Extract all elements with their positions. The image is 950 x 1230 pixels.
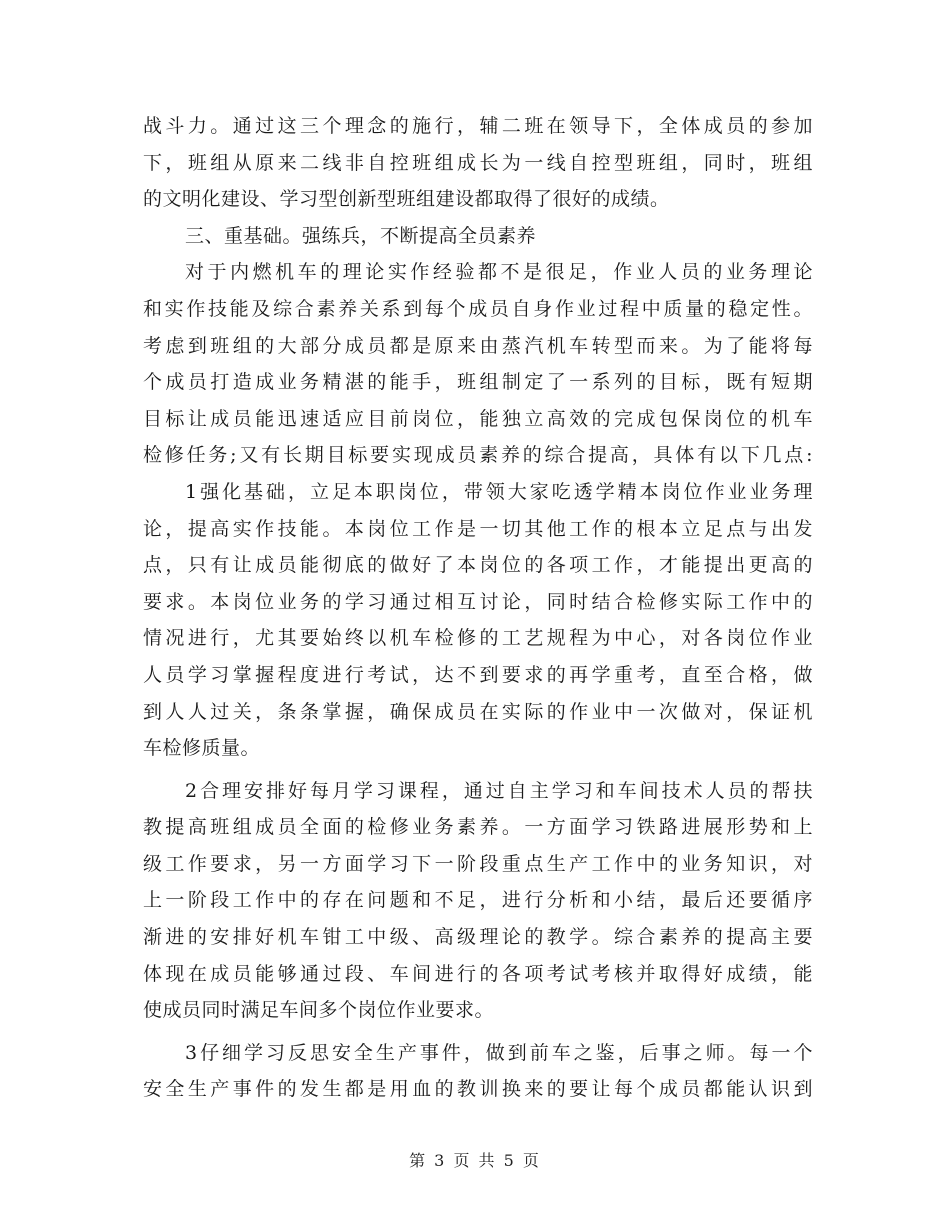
text-line: 安全生产事件的发生都是用血的教训换来的要让每个成员都能认识到 [143, 1078, 813, 1101]
text-line: 下，班组从原来二线非自控班组成长为一线自控型班组，同时，班组 [143, 151, 813, 174]
text-line: 体现在成员能够通过段、车间进行的各项考试考核并取得好成绩，能 [143, 962, 813, 985]
text-line: 对于内燃机车的理论实作经验都不是很足，作业人员的业务理论 [185, 261, 813, 284]
document-body [143, 108, 813, 1108]
text-line: 战斗力。通过这三个理念的施行，辅二班在领导下，全体成员的参加 [143, 115, 813, 137]
text-line: 论，提高实作技能。本岗位工作是一切其他工作的根本立足点与出发 [143, 517, 813, 540]
text-line: 和实作技能及综合素养关系到每个成员自身作业过程中质量的稳定性。 [143, 297, 813, 320]
text-line: 三、重基础。强练兵，不断提高全员素养 [185, 224, 537, 247]
text-line: 人员学习掌握程度进行考试，达不到要求的再学重考，直至合格，做 [143, 663, 813, 686]
text-line: 上一阶段工作中的存在问题和不足，进行分析和小结，最后还要循序 [143, 889, 813, 912]
text-line: 到人人过关，条条掌握，确保成员在实际的作业中一次做对，保证机 [143, 700, 813, 723]
text-line: 点，只有让成员能彻底的做好了本岗位的各项工作，才能提出更高的 [143, 554, 813, 577]
text-line: 级工作要求，另一方面学习下一阶段重点生产工作中的业务知识，对 [143, 852, 813, 875]
text-line: 渐进的安排好机车钳工中级、高级理论的教学。综合素养的提高主要 [143, 926, 813, 949]
text-line: 目标让成员能迅速适应目前岗位，能独立高效的完成包保岗位的机车 [143, 407, 813, 430]
text-line: 2合理安排好每月学习课程，通过自主学习和车间技术人员的帮扶 [185, 779, 813, 802]
text-line: 要求。本岗位业务的学习通过相互讨论，同时结合检修实际工作中的 [143, 590, 813, 613]
text-line: 考虑到班组的大部分成员都是原来由蒸汽机车转型而来。为了能将每 [143, 334, 813, 357]
text-line: 1强化基础，立足本职岗位，带领大家吃透学精本岗位作业业务理 [185, 480, 813, 503]
text-line: 车检修质量。 [143, 737, 261, 760]
text-line: 情况进行，尤其要始终以机车检修的工艺规程为中心，对各岗位作业 [143, 627, 813, 650]
page-footer: 第 3 页 共 5 页 [409, 1151, 541, 1170]
text-line: 使成员同时满足车间多个岗位作业要求。 [143, 999, 495, 1022]
text-line: 3仔细学习反思安全生产事件，做到前车之鉴，后事之师。每一个 [185, 1041, 813, 1064]
text-line: 的文明化建设、学习型创新型班组建设都取得了很好的成绩。 [143, 188, 670, 211]
text-line: 检修任务;又有长期目标要实现成员素养的综合提高，具体有以下几点: [143, 444, 813, 467]
text-line: 教提高班组成员全面的检修业务素养。一方面学习铁路进展形势和上 [143, 816, 813, 839]
text-line: 个成员打造成业务精湛的能手，班组制定了一系列的目标，既有短期 [143, 371, 813, 394]
